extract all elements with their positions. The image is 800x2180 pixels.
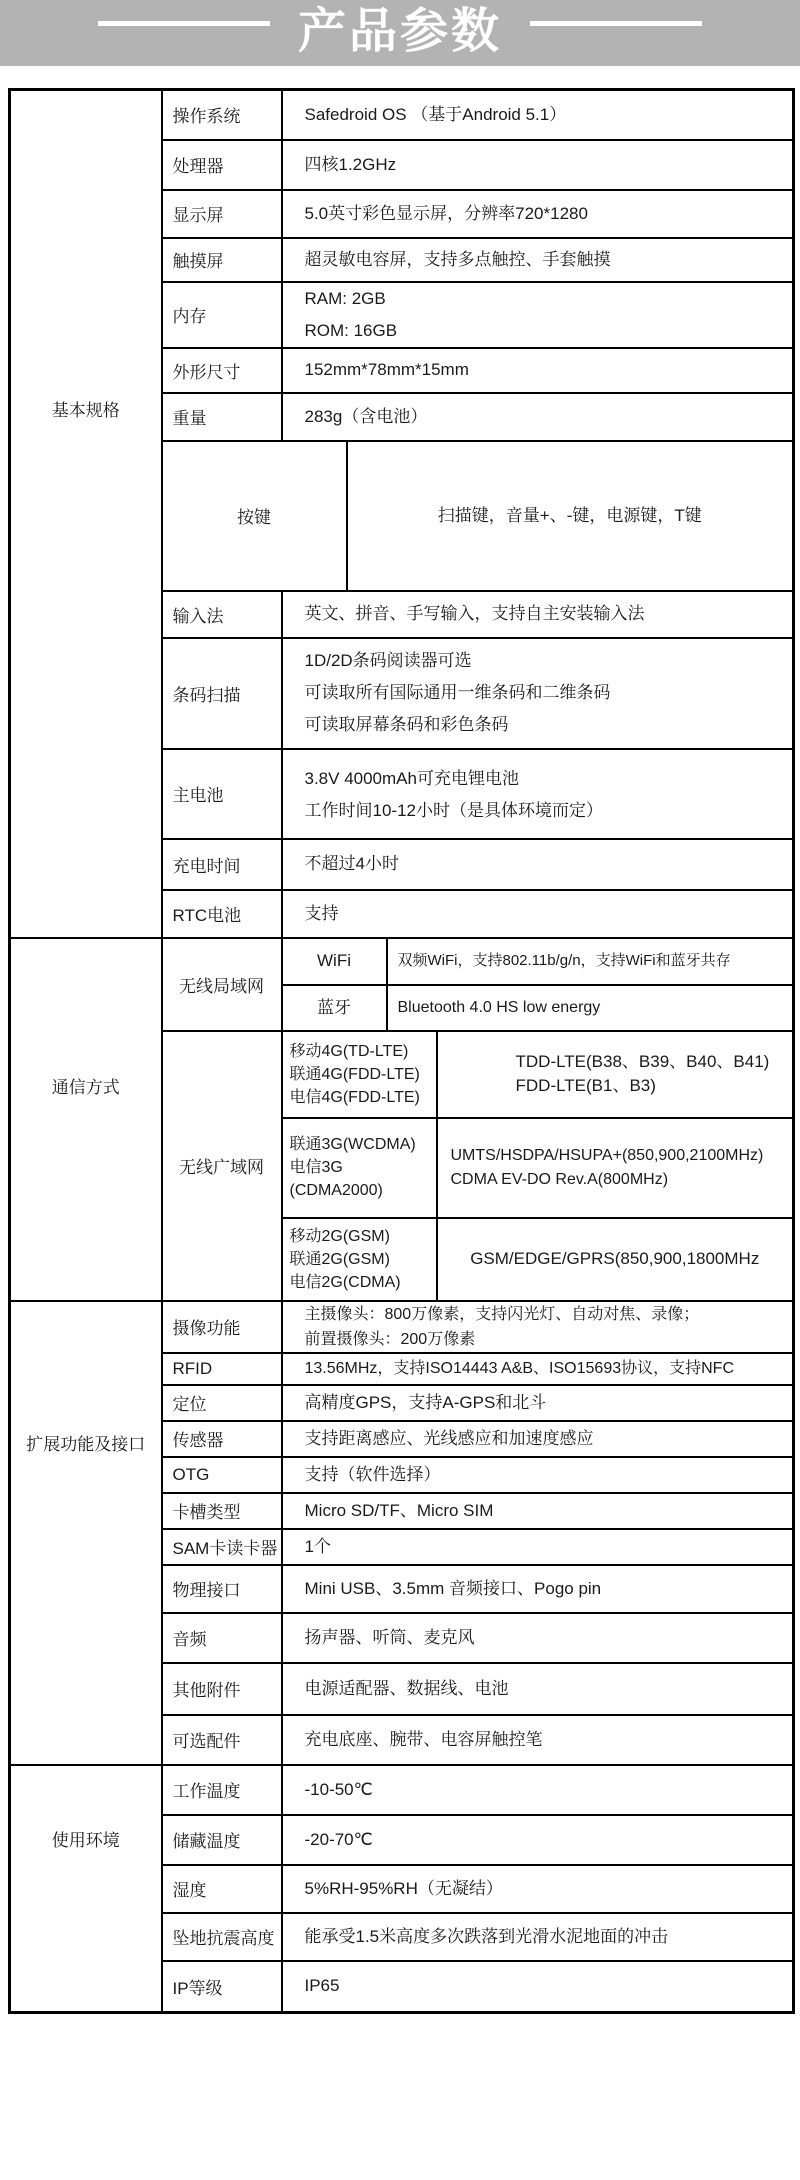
spec-value-line: Mini USB、3.5mm 音频接口、Pogo pin [304, 1578, 602, 1598]
spec-value [282, 1529, 794, 1565]
spec-value-line: 5.0英寸彩色显示屏，分辨率720*1280 [304, 203, 588, 223]
spec-label: 音频 [162, 1613, 282, 1663]
subgroup-label [282, 985, 387, 1031]
subgroup-label [282, 1118, 437, 1218]
spec-label: 内存 [162, 282, 282, 348]
spec-label: RTC电池 [162, 890, 282, 938]
spec-row [10, 1765, 794, 1815]
spec-value-line: 283g（含电池） [304, 406, 428, 426]
subgroup-label [282, 1031, 437, 1118]
banner-rule-right [530, 21, 702, 26]
spec-value-line: (CDMA2000) [289, 1182, 383, 1199]
spec-row [10, 938, 794, 985]
spec-value-line: 移动4G(TD-LTE) [289, 1042, 409, 1060]
spec-label: 重量 [162, 393, 282, 441]
spec-value-line: UMTS/HSDPA/HSUPA+(850,900,2100MHz) [450, 1146, 764, 1164]
spec-label: 湿度 [162, 1865, 282, 1913]
group-label: 无线广域网 [162, 1031, 282, 1301]
spec-value-line: 扫描键，音量+、-键，电源键，T键 [437, 505, 702, 525]
spec-value-line: 支持 [304, 903, 339, 923]
spec-value [282, 1815, 794, 1865]
spec-label: RFID [162, 1353, 282, 1385]
spec-value-line: 3.8V 4000mAh可充电锂电池 [304, 768, 519, 788]
spec-value-line: 可读取屏幕条码和彩色条码 [304, 715, 509, 734]
spec-value-line: 不超过4小时 [304, 854, 399, 873]
spec-table-body [10, 90, 794, 2013]
spec-value-line: 5%RH-95%RH（无凝结） [304, 1878, 503, 1898]
spec-value [282, 1565, 794, 1613]
spec-value-line: 1个 [304, 1536, 331, 1556]
spec-value [282, 1457, 794, 1493]
spec-label: 充电时间 [162, 839, 282, 890]
spec-value-line: 双频WiFi，支持802.11b/g/n，支持WiFi和蓝牙共存 [397, 952, 731, 969]
spec-label: 触摸屏 [162, 238, 282, 282]
spec-table [8, 88, 795, 2014]
spec-label: 外形尺寸 [162, 348, 282, 393]
spec-value [437, 1031, 794, 1118]
spec-value [282, 1385, 794, 1421]
spec-value [282, 1865, 794, 1913]
spec-value-line: IP65 [304, 1976, 340, 1996]
spec-value-line: 电源适配器、数据线、电池 [304, 1678, 509, 1698]
category-label: 使用环境 [51, 1830, 120, 1850]
spec-value [282, 1913, 794, 1961]
spec-value [387, 938, 794, 985]
page-banner [0, 0, 800, 66]
spec-label: 条码扫描 [162, 638, 282, 749]
spec-label: OTG [162, 1457, 282, 1493]
group-label: 无线局域网 [162, 938, 282, 1031]
spec-value [282, 282, 794, 348]
spec-value-line: 152mm*78mm*15mm [304, 360, 469, 379]
spec-label: 主电池 [162, 749, 282, 839]
spec-value-line: 13.56MHz，支持ISO14443 A&B、ISO15693协议，支持NFC [304, 1359, 734, 1377]
spec-label: 操作系统 [162, 90, 282, 140]
category-label: 基本规格 [51, 401, 120, 421]
page-title: 产品参数 [297, 5, 502, 58]
spec-value-line: 1D/2D条码阅读器可选 [304, 651, 472, 670]
spec-value-line: WiFi [317, 951, 351, 970]
spec-value [282, 1493, 794, 1529]
spec-value-line: 超灵敏电容屏，支持多点触控、手套触摸 [304, 249, 611, 269]
spec-value [282, 140, 794, 190]
spec-value [282, 238, 794, 282]
spec-value-line: 扬声器、听筒、麦克风 [304, 1627, 475, 1647]
spec-value-line: 主摄像头：800万像素，支持闪光灯、自动对焦、录像； [304, 1305, 700, 1323]
spec-label: IP等级 [162, 1961, 282, 2013]
spec-value [282, 1715, 794, 1765]
spec-value [387, 985, 794, 1031]
spec-value-line: CDMA EV-DO Rev.A(800MHz) [450, 1170, 669, 1188]
spec-label: 摄像功能 [162, 1301, 282, 1353]
spec-value [282, 1961, 794, 2013]
spec-value-line: 可读取所有国际通用一维条码和二维条码 [304, 683, 611, 702]
spec-label: 其他附件 [162, 1663, 282, 1715]
spec-value [282, 1353, 794, 1385]
spec-value-line: 前置摄像头：200万像素 [304, 1330, 476, 1348]
spec-value [282, 1421, 794, 1457]
spec-value [282, 1301, 794, 1353]
spec-value-line: 移动2G(GSM) [289, 1227, 390, 1245]
spec-label: 卡槽类型 [162, 1493, 282, 1529]
spec-value-line: 联通4G(FDD-LTE) [289, 1065, 420, 1083]
spec-value-line: ROM: 16GB [304, 320, 398, 340]
category-label: 通信方式 [51, 1077, 120, 1097]
spec-value-line: 四核1.2GHz [304, 154, 397, 174]
spec-value-line: FDD-LTE(B1、B3) [515, 1076, 656, 1095]
subgroup-label [282, 1218, 437, 1301]
spec-value [282, 1613, 794, 1663]
spec-value [282, 638, 794, 749]
spec-value [282, 890, 794, 938]
spec-label: 工作温度 [162, 1765, 282, 1815]
spec-label: 可选配件 [162, 1715, 282, 1765]
spec-value-line: -20-70℃ [304, 1829, 373, 1849]
spec-label: 储藏温度 [162, 1815, 282, 1865]
spec-row [10, 1301, 794, 1353]
spec-value-line: 联通2G(GSM) [289, 1250, 390, 1268]
spec-value [282, 90, 794, 140]
spec-value-line: 支持（软件选择） [304, 1464, 441, 1484]
spec-label: 坠地抗震高度 [162, 1913, 282, 1961]
spec-value-line: 电信3G [289, 1159, 343, 1176]
spec-value-line: 支持距离感应、光线感应和加速度感应 [304, 1428, 594, 1448]
spec-label: 物理接口 [162, 1565, 282, 1613]
spec-label: 输入法 [162, 591, 282, 638]
spec-label: 定位 [162, 1385, 282, 1421]
spec-value-line: Micro SD/TF、Micro SIM [304, 1500, 494, 1520]
spec-value [347, 441, 794, 591]
spec-label: 处理器 [162, 140, 282, 190]
spec-value [282, 749, 794, 839]
spec-label: SAM卡读卡器 [162, 1529, 282, 1565]
spec-value-line: 电信2G(CDMA) [289, 1273, 401, 1291]
spec-value [282, 591, 794, 638]
spec-value [282, 1663, 794, 1715]
spec-row [10, 90, 794, 140]
spec-label: 传感器 [162, 1421, 282, 1457]
spec-value-line: 蓝牙 [317, 997, 351, 1017]
spec-label: 按键 [162, 441, 347, 591]
spec-value [282, 839, 794, 890]
spec-value [437, 1218, 794, 1301]
spec-value [282, 348, 794, 393]
spec-value-line: 英文、拼音、手写输入，支持自主安装输入法 [304, 604, 645, 623]
spec-value-line: GSM/EDGE/GPRS(850,900,1800MHz [470, 1249, 760, 1268]
spec-value-line: 充电底座、腕带、电容屏触控笔 [304, 1729, 543, 1749]
spec-value-line: -10-50℃ [304, 1779, 373, 1799]
category-cell [10, 938, 162, 1301]
spec-value-line: 高精度GPS，支持A-GPS和北斗 [304, 1392, 547, 1412]
spec-value [437, 1118, 794, 1218]
banner-rule-left [98, 21, 270, 26]
spec-value [282, 393, 794, 441]
spec-value-line: TDD-LTE(B38、B39、B40、B41) [515, 1052, 770, 1071]
spec-value-line: 能承受1.5米高度多次跌落到光滑水泥地面的冲击 [304, 1926, 669, 1946]
spec-value [282, 1765, 794, 1815]
spec-value-line: 电信4G(FDD-LTE) [289, 1088, 420, 1106]
spec-label: 显示屏 [162, 190, 282, 238]
spec-value-line: Safedroid OS （基于Android 5.1） [304, 104, 567, 124]
category-cell [10, 1301, 162, 1765]
spec-value-line: 联通3G(WCDMA) [289, 1136, 416, 1153]
spec-value [282, 190, 794, 238]
category-cell [10, 90, 162, 938]
spec-value-line: 工作时间10-12小时（是具体环境而定） [304, 800, 603, 820]
category-label: 扩展功能及接口 [26, 1435, 146, 1454]
spec-value-line: RAM: 2GB [304, 288, 386, 308]
spec-value-line: Bluetooth 4.0 HS low energy [397, 998, 601, 1016]
category-cell [10, 1765, 162, 2013]
subgroup-label [282, 938, 387, 985]
